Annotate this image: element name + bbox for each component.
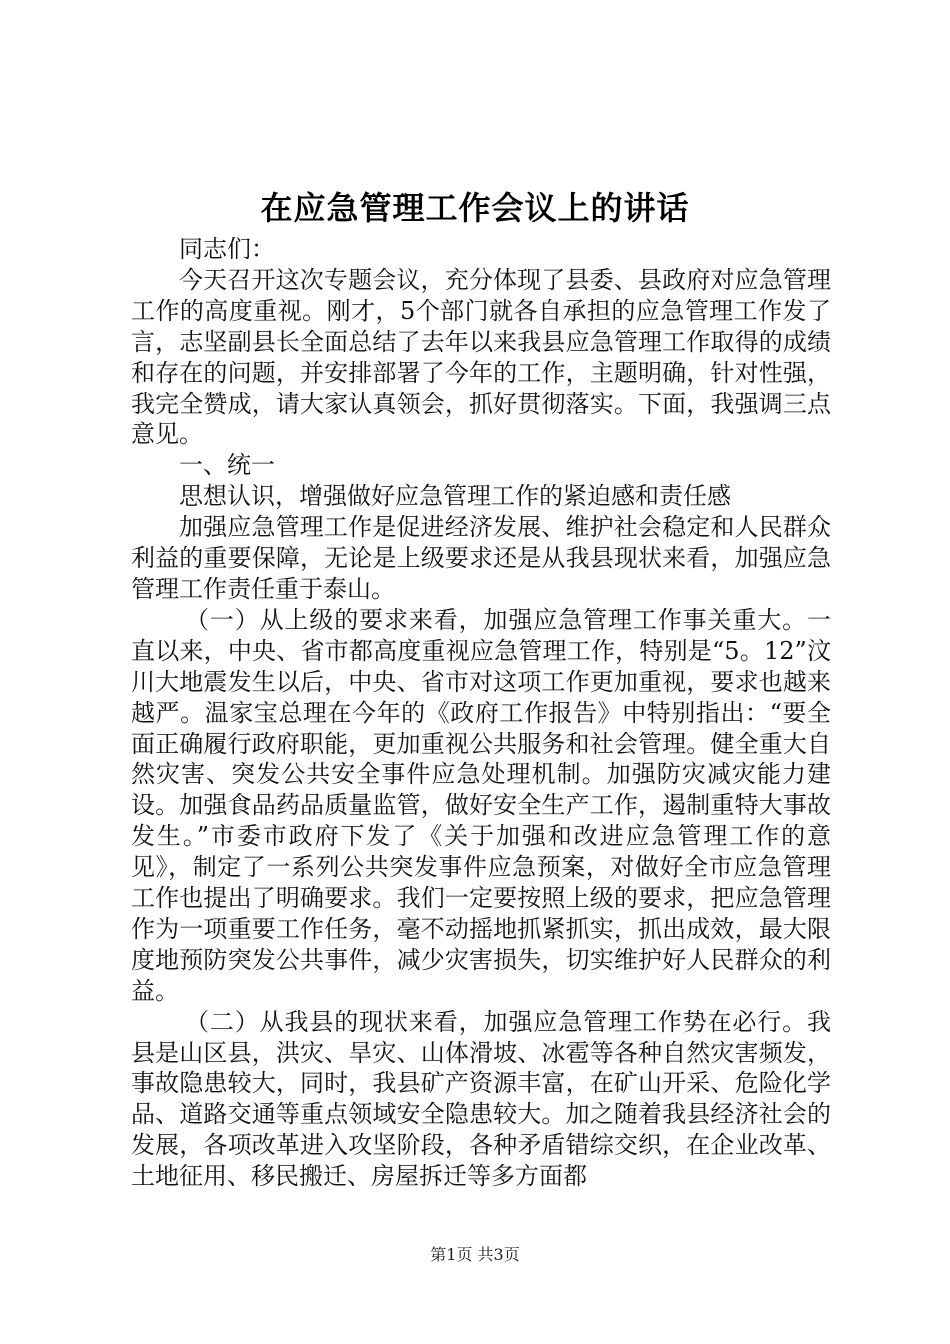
document-title: 在应急管理工作会议上的讲话 [260,189,690,227]
paragraph-point-two: （二）从我县的现状来看，加强应急管理工作势在必行。我县是山区县，洪灾、旱灾、山体滑坡、冰雹等各种自然灾害频发，事故隐患较大，同时，我县矿产资源丰富，在矿山开采、危险化学品、道路交通等重点领域安全隐患较大。加之随着我县经济社会的发展，各项改革进入攻坚阶段，各种矛盾错综交织，在企业改革、土地征用、移民搬迁、房屋拆迁等多方面都 [131,1007,831,1191]
section-heading-one-continued: 思想认识，增强做好应急管理工作的紧迫感和责任感 [179,482,731,511]
paragraph-section-one-intro: 加强应急管理工作是促进经济发展、维护社会稳定和人民群众利益的重要保障，无论是上级要求还是从我县现状来看，加强应急管理工作责任重于泰山。 [131,513,831,603]
section-heading-one: 一、统一 [179,451,275,480]
document-body [131,234,831,1192]
salutation: 同志们： [179,235,275,263]
page-footer: 第1页 共3页 [430,1245,520,1264]
paragraph-point-one: （一）从上级的要求来看，加强应急管理工作事关重大。一直以来，中央、省市都高度重视应急管理工作，特别是“5。12”汶川大地震发生以后，中央、省市对这项工作更加重视，要求也越来越严。温家宝总理在今年的《政府工作报告》中特别指出：“要全面正确履行政府职能，更加重视公共服务和社会管理。健全重大自然灾害、突发公共安全事件应急处理机制。加强防灾减灾能力建设。加强食品药品质量监管，做好安全生产工作，遏制重特大事故发生。”市委市政府下发了《关于加强和改进应急管理工作的意见》，制定了一系列公共突发事件应急预案，对做好全市应急管理工作也提出了明确要求。我们一定要按照上级的要求，把应急管理作为一项重要工作任务，毫不动摇地抓紧抓实，抓出成效，最大限度地预防突发公共事件，减少灾害损失，切实维护好人民群众的利益。 [131,605,831,1005]
paragraph-opening: 今天召开这次专题会议，充分体现了县委、县政府对应急管理工作的高度重视。刚才，5个部门就各自承担的应急管理工作发了言，志坚副县长全面总结了去年以来我县应急管理工作取得的成绩和存在的问题，并安排部署了今年的工作，主题明确，针对性强，我完全赞成，请大家认真领会，抓好贯彻落实。下面，我强调三点意见。 [131,265,831,449]
